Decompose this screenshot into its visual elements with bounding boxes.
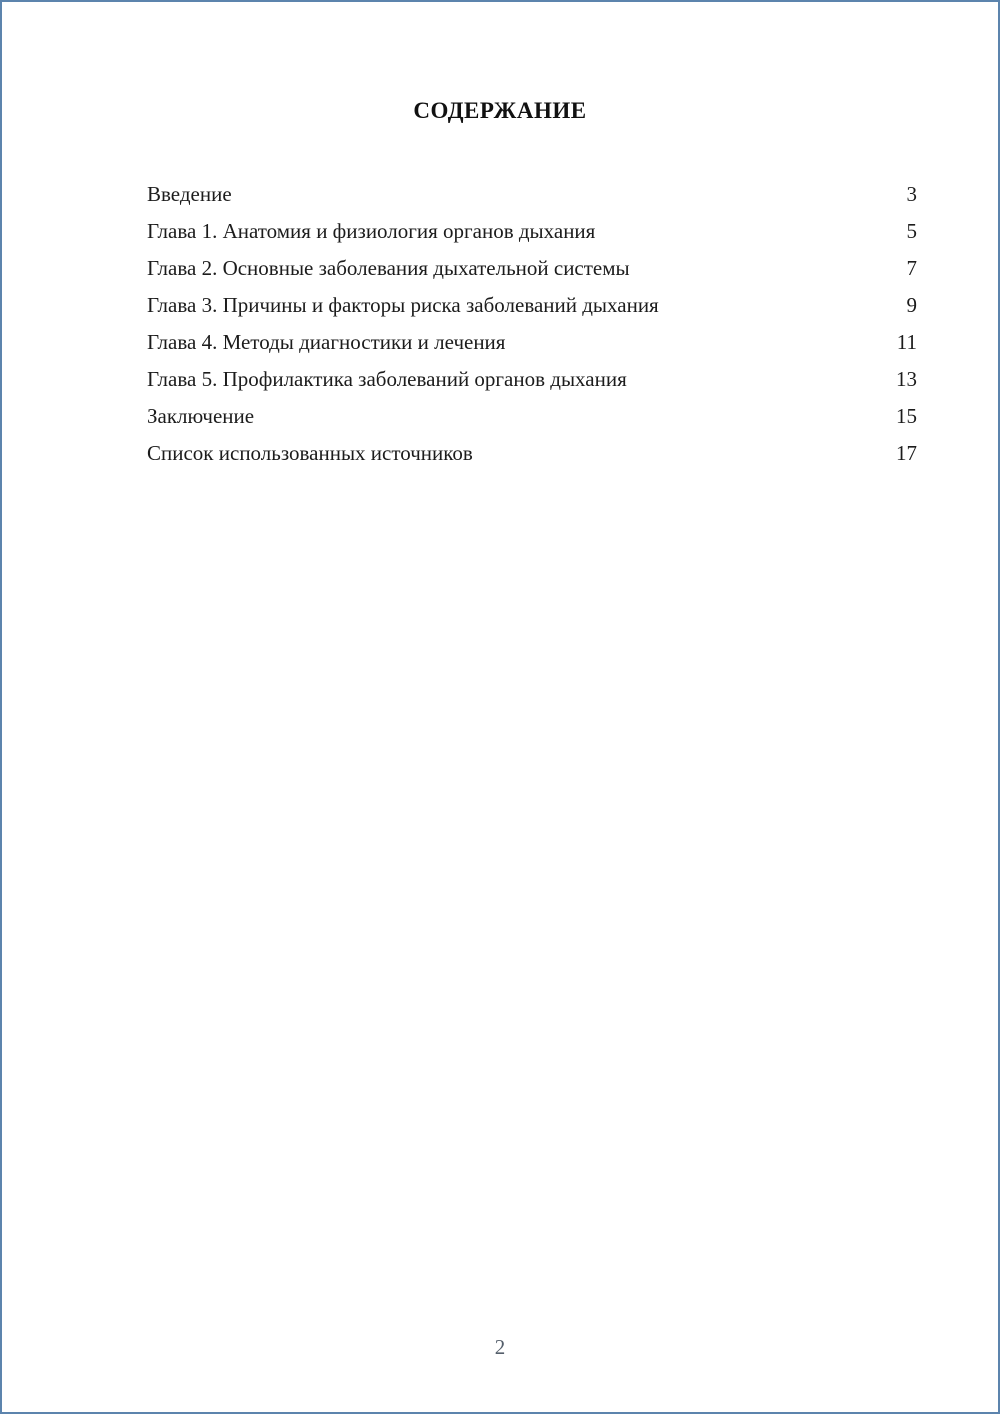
toc-row: [147, 398, 917, 435]
toc-list: [2, 176, 998, 472]
toc-entry-title: Список использованных источников: [147, 441, 473, 465]
toc-entry-page: 5: [906, 219, 917, 243]
toc-entry-title: Заключение: [147, 404, 255, 428]
toc-entry-page: 7: [906, 256, 917, 280]
toc-entry-title: Глава 5. Профилактика заболеваний органов дыхания: [147, 367, 627, 391]
toc-row: [147, 361, 917, 398]
page-number: 2: [494, 1335, 506, 1359]
toc-entry-title: Введение: [147, 182, 232, 206]
toc-entry-page: 9: [906, 293, 917, 317]
toc-row: [147, 435, 917, 472]
toc-entry-title: Глава 3. Причины и факторы риска заболеваний дыхания: [147, 293, 659, 317]
toc-entry-page: 13: [896, 367, 917, 391]
toc-row: [147, 250, 917, 287]
toc-row: [147, 287, 917, 324]
toc-entry-title: Глава 2. Основные заболевания дыхательной системы: [147, 256, 630, 280]
toc-entry-page: 3: [906, 182, 917, 206]
toc-entry-title: Глава 4. Методы диагностики и лечения: [147, 330, 506, 354]
toc-entry-title: Глава 1. Анатомия и физиология органов дыхания: [147, 219, 596, 243]
toc-entry-page: 11: [896, 330, 917, 354]
toc-row: [147, 213, 917, 250]
toc-entry-page: 15: [896, 404, 917, 428]
toc-title: СОДЕРЖАНИЕ: [413, 98, 587, 123]
toc-row: [147, 176, 917, 213]
toc-row: [147, 324, 917, 361]
toc-entry-page: 17: [896, 441, 917, 465]
